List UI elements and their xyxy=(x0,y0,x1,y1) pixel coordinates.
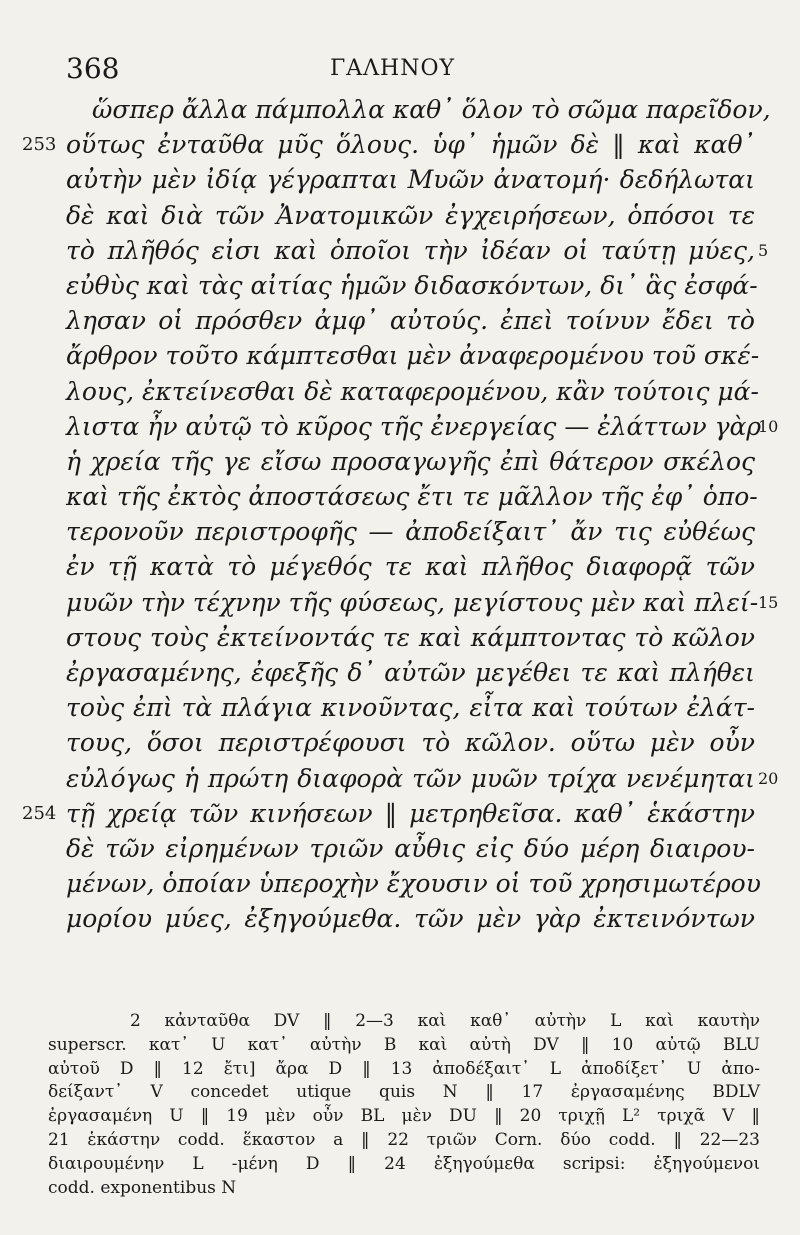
line-number: 5 xyxy=(758,240,769,260)
footnote-text: ἐργασαμένη U ‖ 19 μὲν οὖν BL μὲν DU ‖ 20 τριχῇ L² τριχᾶ V ‖ xyxy=(48,1106,760,1127)
text-line xyxy=(0,374,800,409)
text-line xyxy=(0,338,800,373)
line-text: μυῶν τὴν τέχνην τῆς φύσεως, μεγίστους μὲν καὶ πλεί- xyxy=(66,587,759,617)
running-title: ΓΑΛΗΝΟΥ xyxy=(330,56,456,81)
line-text: ἐν τῇ κατὰ τὸ μέγεθός τε καὶ πλῆθος διαφορᾷ τῶν xyxy=(66,552,755,582)
footnote-line xyxy=(0,1129,800,1153)
line-text: μορίου μύες, ἐξηγούμεθα. τῶν μὲν γὰρ ἐκτεινόντων xyxy=(66,904,755,934)
line-text: δὲ τῶν εἰρημένων τριῶν αὖθις εἰς δύο μέρη διαιρου- xyxy=(66,833,755,863)
line-text: καὶ τῆς ἐκτὸς ἀποστάσεως ἔτι τε μᾶλλον τῆς ἐφ᾽ ὁπο- xyxy=(66,482,758,512)
footnote-line xyxy=(0,1153,800,1177)
footnote-text: codd. exponentibus N xyxy=(48,1177,237,1198)
footnote-line xyxy=(0,1105,800,1129)
text-line xyxy=(0,303,800,338)
footnote-text: αὐτοῦ D ‖ 12 ἔτι] ἄρα D ‖ 13 ἀποδέξαιτ᾽ L ἀποδίξετ᾽ U ἀπο- xyxy=(48,1058,760,1079)
footnote-text: 2 κἀνταῦθα DV ‖ 2—3 καὶ καθ᾽ αὐτὴν L καὶ καυτὴν xyxy=(130,1011,760,1031)
footnote-text: 21 ἑκάστην codd. ἕκαστον a ‖ 22 τριῶν Corn. δύο codd. ‖ 22—23 xyxy=(48,1129,760,1150)
footnote-line xyxy=(0,1177,800,1201)
text-line xyxy=(0,549,800,584)
line-text: στους τοὺς ἐκτείνοντάς τε καὶ κάμπτοντας τὸ κῶλον xyxy=(66,622,755,652)
text-line xyxy=(0,444,800,479)
line-text: λιστα ἦν αὐτῷ τὸ κῦρος τῆς ἐνεργείας — ἐλάττων γὰρ xyxy=(66,411,762,441)
text-line xyxy=(0,409,800,444)
critical-apparatus xyxy=(0,1010,800,1200)
text-line xyxy=(0,796,800,831)
page-number: 368 xyxy=(66,52,120,85)
line-text: τῇ χρείᾳ τῶν κινήσεων ‖ μετρηθεῖσα. καθ᾽ ἑκάστην xyxy=(66,798,755,828)
text-line xyxy=(0,198,800,233)
page-header xyxy=(0,52,800,92)
text-line xyxy=(0,655,800,690)
text-line xyxy=(0,479,800,514)
line-text: τους, ὅσοι περιστρέφουσι τὸ κῶλον. οὕτω μὲν οὖν xyxy=(66,728,755,758)
line-text: τοὺς ἐπὶ τὰ πλάγια κινοῦντας, εἶτα καὶ τούτων ἐλάτ- xyxy=(66,693,755,723)
line-number: 20 xyxy=(758,768,779,788)
text-line xyxy=(0,761,800,796)
margin-reference-number: 253 xyxy=(22,134,57,156)
text-line xyxy=(0,585,800,620)
text-line xyxy=(0,725,800,760)
text-line xyxy=(0,690,800,725)
line-number: 15 xyxy=(758,592,779,612)
margin-reference-number: 254 xyxy=(22,802,57,824)
line-text: μένων, ὁποίαν ὑπεροχὴν ἔχουσιν οἱ τοῦ χρησιμωτέρου xyxy=(66,869,761,899)
line-text: τερονοῦν περιστροφῆς — ἀποδείξαιτ᾽ ἄν τις εὐθέως xyxy=(66,517,755,547)
line-text: τὸ πλῆθός εἰσι καὶ ὁποῖοι τὴν ἰδέαν οἱ ταύτῃ μύες, xyxy=(66,235,755,265)
footnote-line xyxy=(0,1034,800,1058)
text-line xyxy=(0,127,800,162)
main-text xyxy=(0,92,800,937)
text-line xyxy=(0,866,800,901)
line-text: εὐθὺς καὶ τὰς αἰτίας ἡμῶν διδασκόντων, δι᾽ ἃς ἐσφά- xyxy=(66,270,758,300)
footnote-line xyxy=(0,1010,800,1034)
line-text: δὲ καὶ διὰ τῶν Ἀνατομικῶν ἐγχειρήσεων, ὁπόσοι τε xyxy=(66,200,755,230)
footnote-text: δείξαντ᾽ V concedet utique quis N ‖ 17 ἐργασαμένης BDLV xyxy=(48,1082,760,1103)
text-line xyxy=(0,162,800,197)
text-line xyxy=(0,901,800,936)
text-line xyxy=(0,831,800,866)
text-line xyxy=(0,514,800,549)
line-text: ἡ χρεία τῆς γε εἴσω προσαγωγῆς ἐπὶ θάτερον σκέλος xyxy=(66,446,755,476)
text-line xyxy=(0,233,800,268)
line-text: ἄρθρον τοῦτο κάμπτεσθαι μὲν ἀναφερομένου τοῦ σκέ- xyxy=(66,341,760,371)
footnote-line xyxy=(0,1081,800,1105)
text-line xyxy=(0,268,800,303)
line-text: ὥσπερ ἄλλα πάμπολλα καθ᾽ ὅλον τὸ σῶμα παρεῖδον, xyxy=(92,95,771,124)
footnote-text: διαιρουμένην L -μένη D ‖ 24 ἐξηγούμεθα scripsi: ἐξηγούμενοι xyxy=(48,1153,760,1174)
line-text: λησαν οἱ πρόσθεν ἀμφ᾽ αὐτούς. ἐπεὶ τοίνυν ἔδει τὸ xyxy=(66,306,755,336)
footnote-line xyxy=(0,1058,800,1082)
footnote-text: superscr. κατ᾽ U κατ᾽ αὐτὴν B καὶ αὐτὴ DV ‖ 10 αὐτῷ BLU xyxy=(48,1034,760,1055)
line-text: λους, ἐκτείνεσθαι δὲ καταφερομένου, κἂν τούτοις μά- xyxy=(66,376,759,406)
line-number: 10 xyxy=(758,416,779,436)
line-text: αὐτὴν μὲν ἰδίᾳ γέγραπται Μυῶν ἀνατομή· δεδήλωται xyxy=(66,165,755,195)
line-text: εὐλόγως ἡ πρώτη διαφορὰ τῶν μυῶν τρίχα νενέμηται xyxy=(66,763,755,793)
line-text: οὕτως ἐνταῦθα μῦς ὅλους. ὑφ᾽ ἡμῶν δὲ ‖ καὶ καθ᾽ xyxy=(66,130,755,160)
text-line xyxy=(0,620,800,655)
line-text: ἐργασαμένης, ἐφεξῆς δ᾽ αὐτῶν μεγέθει τε καὶ πλήθει xyxy=(66,658,755,687)
text-line xyxy=(0,92,800,127)
